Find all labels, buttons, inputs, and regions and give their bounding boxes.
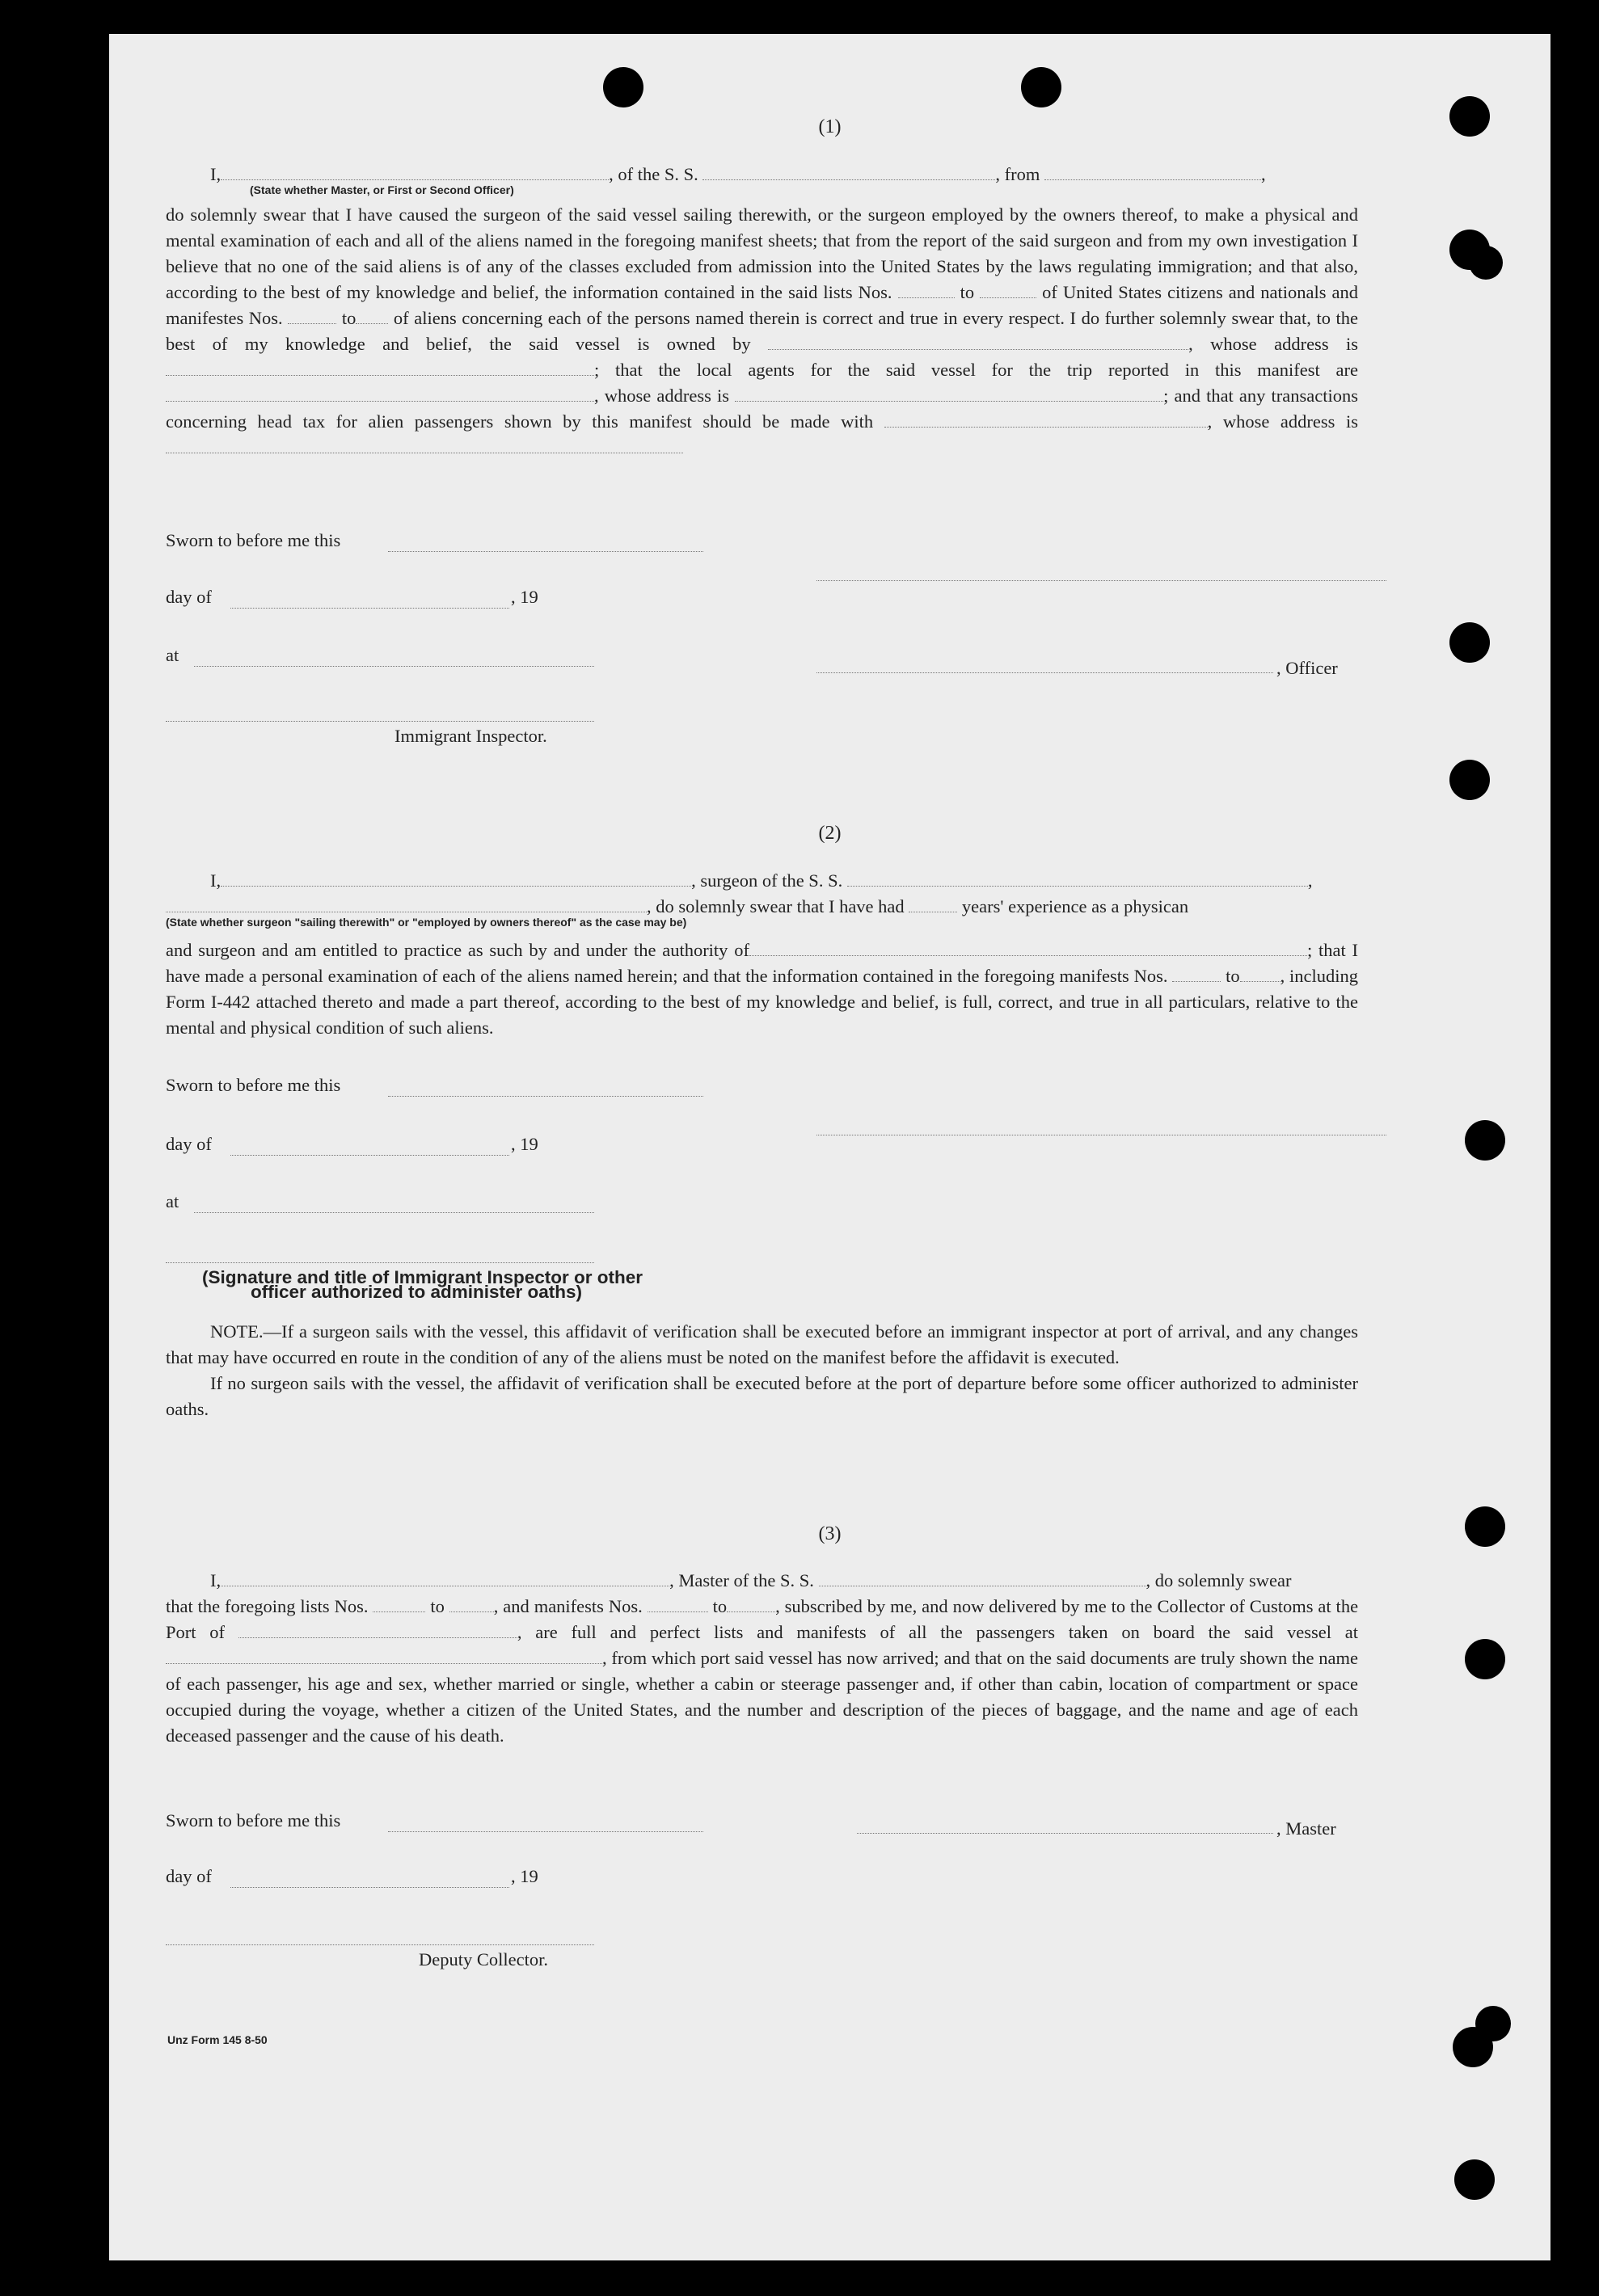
section-1-i: I,	[210, 164, 221, 184]
port-of-field[interactable]	[238, 1623, 517, 1638]
section-1-note: (State whether Master, or First or Second Officer)	[250, 183, 514, 196]
section-2-surgeon-of: , surgeon of the S. S.	[691, 870, 843, 891]
section-1-body-2: of United States citizens and nationals and manifestes Nos.	[166, 282, 1359, 328]
section-2-note: (State whether surgeon "sailing therewith" or "employed by owners thereof" as the case may be)	[166, 916, 687, 929]
punch-hole	[1465, 1120, 1505, 1161]
section-1-inspector: Immigrant Inspector.	[394, 726, 547, 746]
section-2-vessel-field[interactable]	[847, 871, 1308, 887]
agents-field[interactable]	[166, 386, 594, 402]
punch-hole	[1449, 622, 1490, 663]
officer-title-line[interactable]	[816, 672, 1273, 673]
officer-signature-line[interactable]	[816, 580, 1386, 581]
section-3-day-of-field[interactable]	[230, 1887, 509, 1888]
section-3-body-2: , subscribed by me, and now delivered by me to the Collector of Customs at the Port of	[166, 1596, 1359, 1642]
years-field[interactable]	[909, 897, 957, 912]
section-3-manifests-from[interactable]	[648, 1597, 708, 1612]
punch-hole	[603, 67, 643, 107]
section-2-sworn: Sworn to before me this	[166, 1075, 341, 1095]
section-1-comma: ,	[1261, 164, 1266, 184]
section-2-manifests-from[interactable]	[1172, 967, 1221, 982]
section-3-oath	[166, 1568, 1358, 1749]
section-2-day-of-field[interactable]	[230, 1155, 509, 1156]
owner-address-field[interactable]	[166, 360, 594, 376]
section-2-do-swear: , do solemnly swear that I have had	[647, 896, 905, 916]
section-1-body-3: of aliens concerning each of the persons named therein is correct and true in every respect. I do further solemnly swear that, to the best of my knowledge and belief, the said vessel is owned by	[166, 308, 1359, 354]
section-1-comma-2: ,	[1207, 411, 1213, 432]
section-1-from: , from	[995, 164, 1040, 184]
section-1-officer: , Officer	[1276, 658, 1338, 678]
head-tax-contact-field[interactable]	[884, 412, 1208, 428]
punch-hole	[1465, 1639, 1505, 1679]
section-3-lists-to[interactable]	[449, 1597, 494, 1612]
section-2-oath	[166, 868, 1358, 1041]
punch-hole	[1454, 2159, 1495, 2200]
section-1-whose-address: , whose address is	[1188, 334, 1359, 354]
inspector-signature-line[interactable]	[166, 721, 594, 722]
section-3-and-manifests: , and manifests Nos.	[493, 1596, 643, 1616]
section-2-sworn-date-field[interactable]	[388, 1096, 703, 1097]
section-3-manifests-to[interactable]	[727, 1597, 775, 1612]
section-2-officer-signature-line[interactable]	[166, 1262, 594, 1263]
section-2-i: I,	[210, 870, 221, 891]
section-3-nineteen: , 19	[511, 1866, 538, 1886]
section-2-place-field[interactable]	[194, 1212, 594, 1213]
section-3-number: (3)	[818, 1523, 842, 1544]
section-1-body-4: ; that the local agents for the said vessel for the trip reported in this manifest are	[594, 360, 1358, 380]
section-2-at: at	[166, 1191, 179, 1211]
lists-to-field[interactable]	[980, 283, 1036, 298]
section-2-body-1: and surgeon and am entitled to practice as such by and under the authority of	[166, 940, 749, 960]
port-taken-on-board-field[interactable]	[166, 1649, 602, 1664]
section-3-lists-from[interactable]	[373, 1597, 425, 1612]
manifests-from-field[interactable]	[288, 309, 336, 324]
section-1-body-1: do solemnly swear that I have caused the surgeon of the said vessel sailing therewith, or the surgeon employed by the owners thereof, to make a physical and mental examination of each and all of the aliens named in the foregoing manifest sheets; that from the report of the said surgeon and from my own investigation I believe that no one of the said aliens is of any of the classes excluded from admission into the United States by the laws regulating immigration; and that also, according to the best of my knowledge and belief, the information contained in the said lists Nos.	[166, 204, 1358, 302]
place-field[interactable]	[194, 666, 594, 667]
section-2-sig-note-2: officer authorized to administer oaths)	[251, 1282, 583, 1302]
section-1-oath	[166, 162, 1358, 461]
punch-hole	[1469, 246, 1503, 280]
master-name-field[interactable]	[221, 1571, 669, 1586]
section-2-body-2: that I have made a personal examination of each of the aliens named herein; and that the information contained in the foregoing manifests Nos.	[166, 940, 1359, 986]
vessel-name-field[interactable]	[702, 165, 995, 180]
section-2-body-3: , including Form I-442 attached thereto and made a part thereof, according to the best of my knowledge and belief, is full, correct, and true in all particulars, relative to the mental and physical condition of such aliens.	[166, 966, 1359, 1038]
section-1-at: at	[166, 645, 179, 665]
section-1-body-5: ; and that any transactions concerning head tax for alien passengers shown by this manifest should be made with	[166, 385, 1359, 432]
section-1-whose-address-3: whose address is	[1222, 411, 1358, 432]
section-3-body-4: , from which port said vessel has now arrived; and that on the said documents are truly shown the name of each passenger, his age and sex, whether married or single, whether a cabin or steerage passenger and, if other than cabin, location of compartment or space occupied during the voyage, whether a citizen of the United States, and the number and description of the pieces of baggage, and the name and age of each deceased passenger and the cause of his death.	[166, 1648, 1358, 1746]
authority-field[interactable]	[749, 941, 1307, 956]
punch-hole	[1021, 67, 1061, 107]
form-number: Unz Form 145 8-50	[167, 2033, 268, 2046]
section-3-to-2: to	[712, 1596, 728, 1616]
section-2-to: to	[1226, 966, 1240, 986]
section-3-master: , Master	[1276, 1818, 1336, 1839]
section-3-body-3: , are full and perfect lists and manifests of all the passengers taken on board the said vessel at	[517, 1622, 1358, 1642]
section-3-body-1: that the foregoing lists Nos.	[166, 1596, 369, 1616]
deputy-signature-line[interactable]	[166, 1944, 594, 1945]
section-2-day-of: day of	[166, 1134, 212, 1154]
section-3-day-of: day of	[166, 1866, 212, 1886]
section-3-master-of: , Master of the S. S.	[669, 1570, 814, 1590]
section-1-to-1: to	[960, 282, 975, 302]
section-2-notes	[166, 1319, 1358, 1422]
punch-hole	[1449, 760, 1490, 800]
day-of-field[interactable]	[230, 608, 509, 609]
section-1-sworn: Sworn to before me this	[166, 530, 341, 550]
master-signature-line[interactable]	[857, 1833, 1273, 1834]
section-3-sworn-date-field[interactable]	[388, 1831, 703, 1832]
section-2-sig-note-1: (Signature and title of Immigrant Inspector or other	[202, 1267, 643, 1287]
lists-from-field[interactable]	[898, 283, 955, 298]
section-3-deputy: Deputy Collector.	[419, 1949, 548, 1970]
section-1-to-2: to	[341, 308, 357, 328]
section-3-to-1: to	[430, 1596, 445, 1616]
contact-address-field[interactable]	[166, 438, 683, 453]
officer-name-field[interactable]	[221, 165, 609, 180]
note-paragraph-1: NOTE.—If a surgeon sails with the vessel, this affidavit of verification shall be executed before an immigrant inspector at port of arrival, and any changes that may have occurred en route in the condition of any of the aliens must be noted on the manifest before the affidavit is executed.	[166, 1321, 1358, 1367]
punch-hole	[1453, 2027, 1493, 2067]
section-2-comma: ,	[1307, 870, 1313, 891]
section-3-vessel-field[interactable]	[819, 1571, 1146, 1586]
sworn-date-field[interactable]	[388, 551, 703, 552]
section-2-nineteen: , 19	[511, 1134, 538, 1154]
note-paragraph-2: If no surgeon sails with the vessel, the affidavit of verification shall be executed before at the port of departure before some officer authorized to administer oaths.	[166, 1373, 1358, 1419]
agents-address-field[interactable]	[735, 386, 1163, 402]
section-2-semicolon: ;	[1306, 940, 1313, 960]
section-1-of-ss: , of the S. S.	[609, 164, 698, 184]
section-3-do-swear: , do solemnly swear	[1145, 1570, 1292, 1590]
surgeon-name-field[interactable]	[221, 871, 691, 887]
section-1-whose-address-2: , whose address is	[594, 385, 729, 406]
section-1-number: (1)	[818, 116, 842, 137]
section-2-years: years' experience as a physican	[961, 896, 1189, 916]
section-3-sworn: Sworn to before me this	[166, 1810, 341, 1830]
port-from-field[interactable]	[1044, 165, 1261, 180]
section-2-number: (2)	[818, 823, 842, 844]
form-page	[109, 34, 1550, 2260]
section-2-manifests-to[interactable]	[1240, 967, 1280, 982]
manifests-to-field[interactable]	[356, 309, 388, 324]
section-3-i: I,	[210, 1570, 221, 1590]
owner-field[interactable]	[768, 335, 1188, 350]
section-1-day-of: day of	[166, 587, 212, 607]
section-1-nineteen: , 19	[511, 587, 538, 607]
surgeon-status-field[interactable]	[166, 897, 647, 912]
